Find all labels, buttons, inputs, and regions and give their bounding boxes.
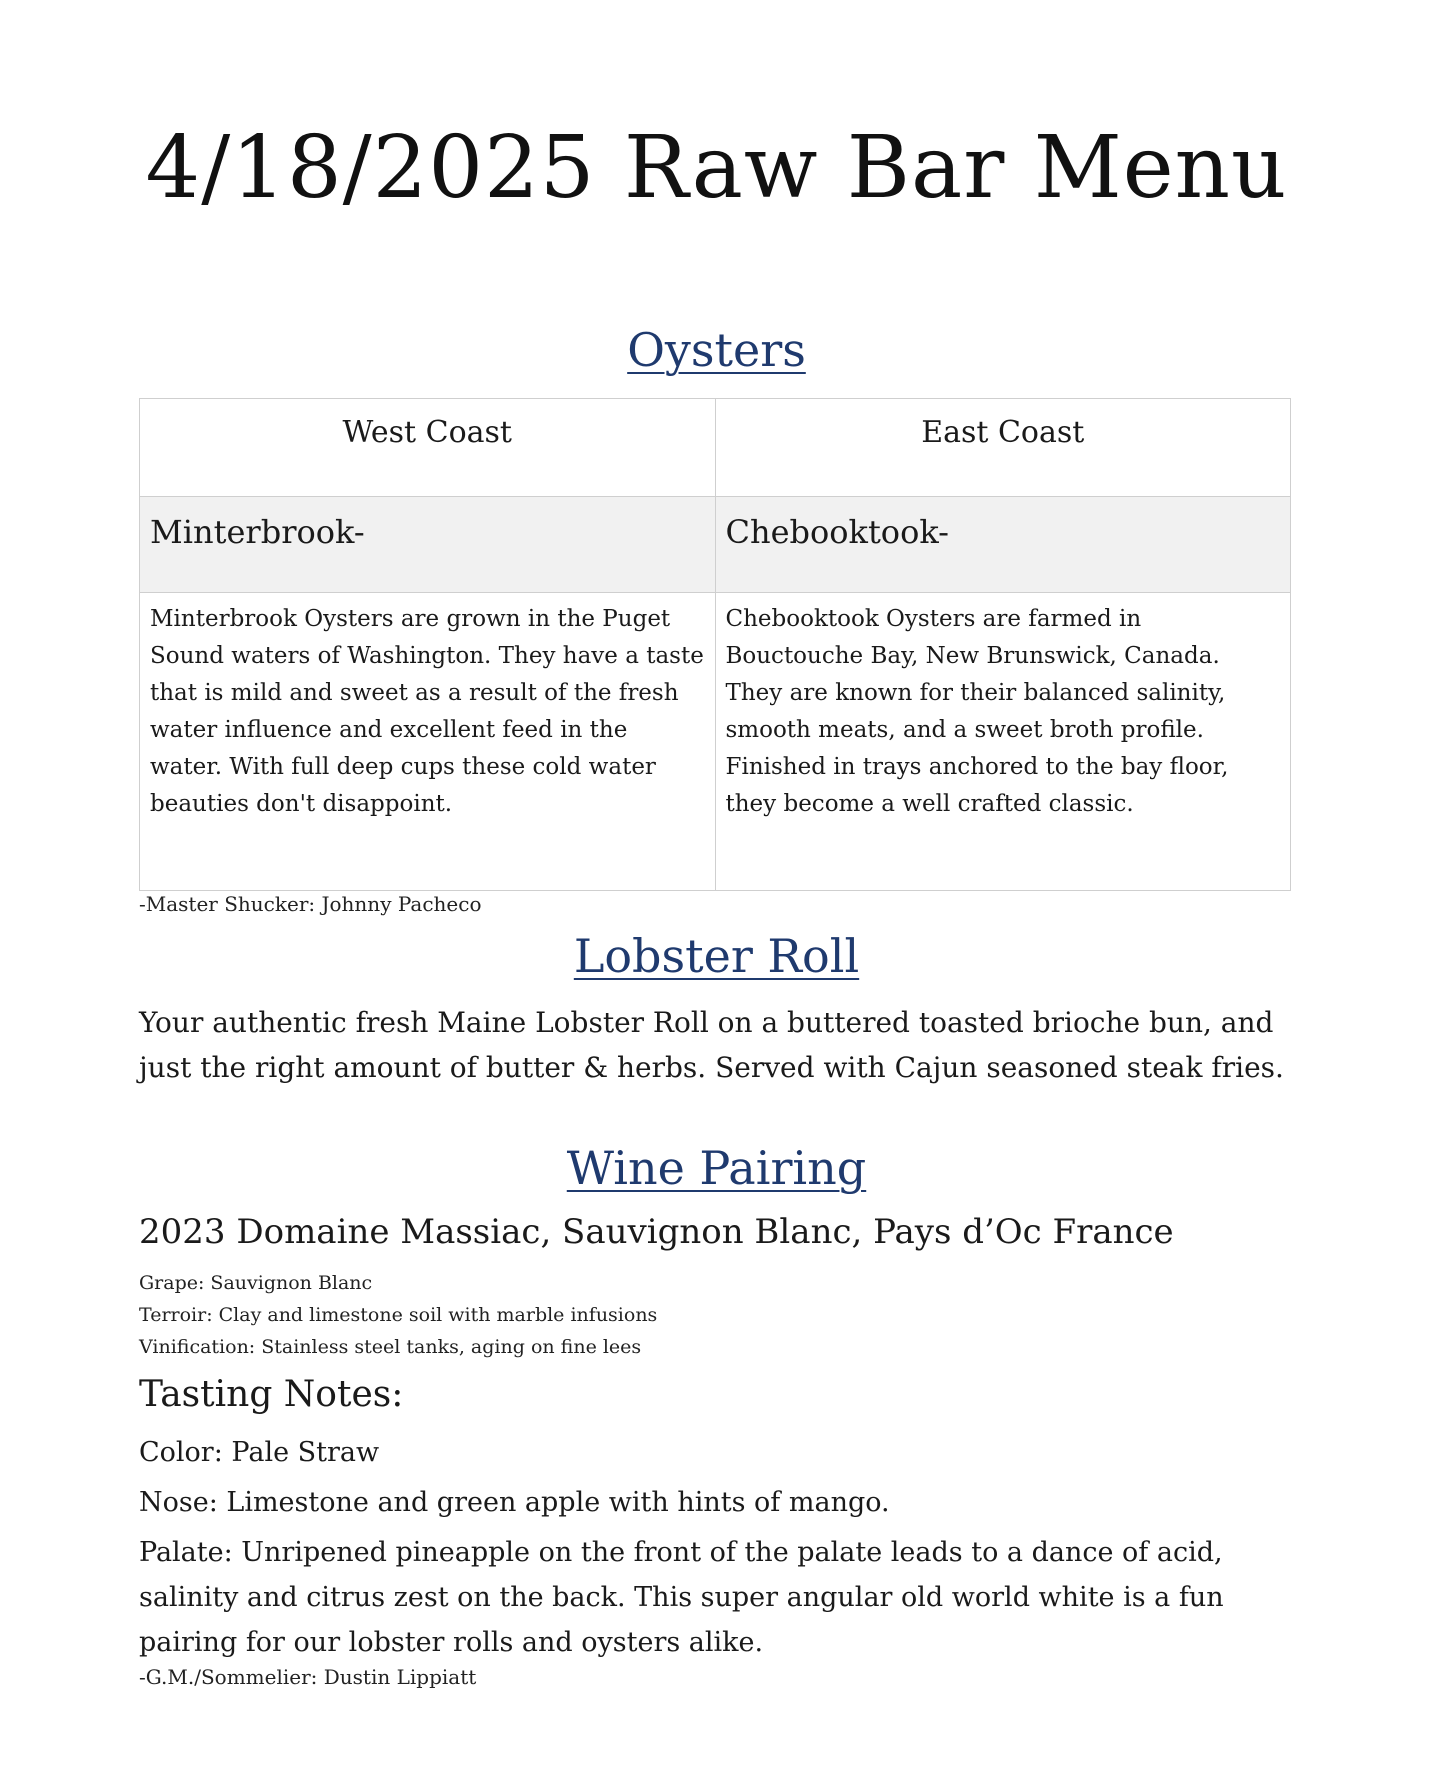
column-header-west: West Coast <box>140 399 716 497</box>
table-description-row <box>140 593 1291 891</box>
east-oyster-description: Chebooktook Oysters are farmed in Bouctouche Bay, New Brunswick, Canada. They are known for their balanced salinity, smooth meats, and a sweet broth profile. Finished in trays anchored to the bay floor, they become a well crafted classic. <box>715 593 1291 891</box>
tasting-palate: Palate: Unripened pineapple on the front of the palate leads to a dance of acid, salinity and citrus zest on the back. This super angular old world white is a fun pairing for our lobster rolls and oysters alike. <box>139 1537 1224 1658</box>
tasting-nose: Nose: Limestone and green apple with hints of mango. <box>139 1487 890 1518</box>
wine-vinification: Vinification: Stainless steel tanks, aging on fine lees <box>139 1336 642 1358</box>
sommelier-credit: -G.M./Sommelier: Dustin Lippiatt <box>139 1665 477 1689</box>
west-oyster-description: Minterbrook Oysters are grown in the Puget Sound waters of Washington. They have a taste that is mild and sweet as a result of the fresh water influence and excellent feed in the water. With full deep cups these cold water beauties don't disappoint. <box>140 593 716 891</box>
table-header-row <box>140 399 1291 497</box>
tasting-notes-heading: Tasting Notes: <box>139 1374 404 1415</box>
column-header-east: East Coast <box>715 399 1291 497</box>
wine-grape: Grape: Sauvignon Blanc <box>139 1272 373 1294</box>
shucker-credit: -Master Shucker: Johnny Pacheco <box>139 892 482 916</box>
table-name-row <box>140 497 1291 593</box>
west-oyster-name: Minterbrook- <box>140 497 716 593</box>
wine-name: 2023 Domaine Massiac, Sauvignon Blanc, Pays d’Oc France <box>139 1212 1174 1252</box>
east-oyster-name: Chebooktook- <box>715 497 1291 593</box>
wine-heading: Wine Pairing <box>566 1141 867 1195</box>
lobster-description: Your authentic fresh Maine Lobster Roll on a buttered toasted brioche bun, and just the right amount of butter & herbs. Served with Cajun seasoned steak fries. <box>139 1006 1284 1084</box>
page-title: 4/18/2025 Raw Bar Menu <box>145 118 1288 218</box>
oyster-table <box>139 398 1291 891</box>
oysters-heading: Oysters <box>627 323 806 377</box>
tasting-color: Color: Pale Straw <box>139 1437 380 1468</box>
wine-terroir: Terroir: Clay and limestone soil with marble infusions <box>139 1304 658 1326</box>
lobster-heading: Lobster Roll <box>573 929 860 983</box>
